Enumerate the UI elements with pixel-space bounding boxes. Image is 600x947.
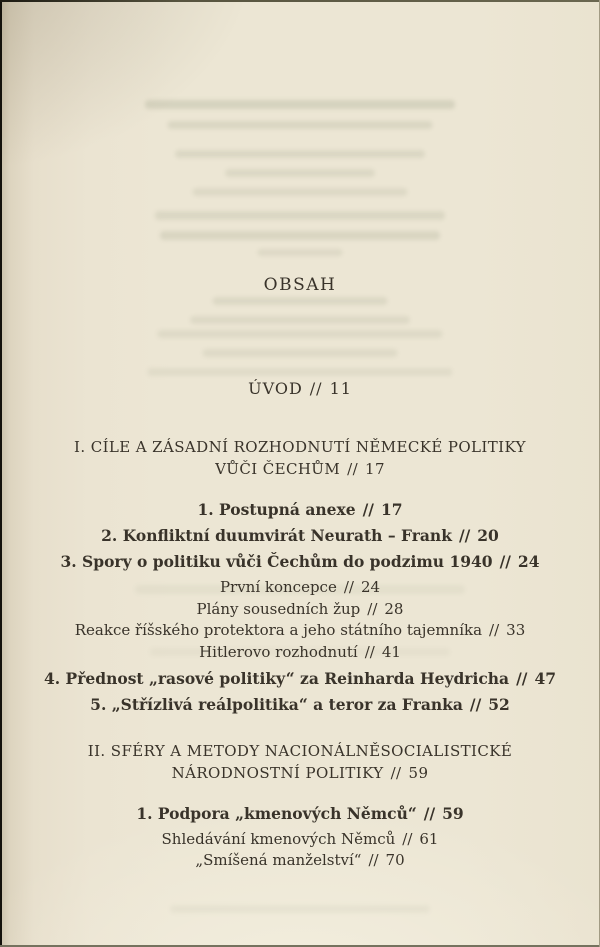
scan-edge-top [0,0,600,2]
page-separator: // [390,763,402,782]
page-separator: // [402,829,413,848]
toc-entry-line: 5. „Střízlivá reálpolitika“ a teror za Franka // 52 [90,694,510,714]
toc-entry [40,850,560,871]
toc-entry-line: 4. Přednost „rasové politiky“ za Reinharda Heydricha // 47 [43,668,557,688]
page-separator: // [469,694,482,714]
page-number: 11 [329,379,352,398]
toc-entry-line: I. CÍLE A ZÁSADNÍ ROZHODNUTÍ NĚMECKÉ POLITIKY [74,438,526,456]
toc-entry [40,551,560,572]
toc-entry [40,694,560,715]
toc-entry [40,499,560,520]
page-separator: // [489,621,500,639]
toc-entry-line: 1. Postupná anexe // 17 [197,500,403,519]
page-number: 17 [380,500,403,519]
page-separator: // [347,460,359,478]
toc-list [40,378,560,872]
page-separator: // [458,526,471,545]
toc-entry-line: „Smíšená manželství“ // 70 [195,851,405,869]
toc-entry [40,803,560,824]
toc-entry-line: Plány sousedních žup // 28 [196,599,404,618]
page-number: 59 [442,803,464,823]
page-number: 28 [384,599,404,618]
page-number: 70 [385,851,405,869]
toc-entry-line: Reakce říšského protektora a jeho státního tajemníka // 33 [74,621,526,639]
toc-entry-line: Hitlerovo rozhodnutí // 41 [199,642,401,661]
toc-entry [40,743,560,782]
toc-entry-line: 3. Spory o politiku vůči Čechům do podzimu 1940 // 24 [60,552,540,571]
toc-entry-line: NÁRODNOSTNÍ POLITIKY // 59 [171,763,429,782]
toc-entry [40,620,560,641]
page-separator: // [516,668,528,688]
toc-entry [40,599,560,620]
page-number: 20 [477,526,499,545]
page-separator: // [309,379,323,398]
toc-entry [40,668,560,689]
page-number: 33 [506,621,526,639]
page-number: 24 [360,578,381,596]
page-separator: // [364,642,375,661]
page-title: OBSAH [263,275,337,295]
toc-entry-line: VŮČI ČECHŮM // 17 [215,460,385,478]
toc-entry-line: 1. Podpora „kmenových Němců“ // 59 [136,803,464,823]
page-number: 47 [534,668,557,688]
scan-edge-left [0,0,2,947]
page-separator: // [423,803,436,823]
page-separator: // [367,599,378,618]
toc-entry [40,642,560,663]
toc-entry-line: Shledávání kmenových Němců // 61 [161,829,439,848]
toc-entry-line: 2. Konfliktní duumvirát Neurath – Frank // 20 [101,526,499,545]
page-number: 59 [408,763,429,782]
page-separator: // [343,578,354,596]
page-number: 41 [381,642,401,661]
page-number: 17 [365,460,385,478]
page-separator: // [362,500,374,519]
toc-entry-line: První koncepce // 24 [219,578,381,596]
toc-entry [40,378,560,399]
page-separator: // [368,851,379,869]
toc-entry [40,829,560,850]
page-separator: // [499,552,511,571]
toc-entry-line: II. SFÉRY A METODY NACIONÁLNĚSOCIALISTICKÉ [87,741,513,760]
toc-entry [40,525,560,546]
toc-entry-line: ÚVOD // 11 [248,379,352,398]
toc-entry [40,439,560,478]
page-number: 61 [419,829,439,848]
page-number: 24 [517,552,540,571]
toc-entry [40,577,560,598]
page-number: 52 [488,694,510,714]
